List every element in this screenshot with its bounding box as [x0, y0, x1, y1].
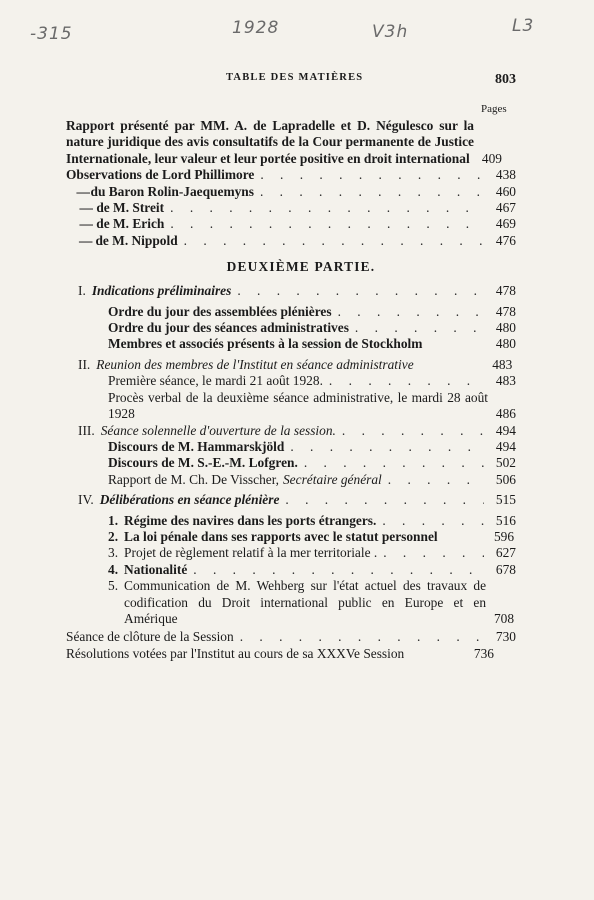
toc-entry-page: 469 — [495, 216, 516, 232]
handwritten-note-b: 1928 — [232, 18, 280, 38]
dot-leader — [388, 472, 484, 488]
toc-entry-observation[interactable] — [66, 233, 516, 249]
section-title: Reunion des membres de l'Institut en séance administrative — [96, 356, 414, 372]
toc-entry-closing[interactable] — [66, 629, 516, 645]
toc-entry-label: Communication de M. Wehberg sur l'état actuel des travaux de codification du Droit international public en Europe et en Amérique — [124, 578, 487, 626]
toc-entry-page: 480 — [495, 320, 516, 336]
toc-entry-label: La loi pénale dans ses rapports avec le statut personnel — [124, 528, 438, 544]
toc-entry-observations[interactable] — [66, 167, 516, 183]
page-number: 803 — [495, 72, 516, 87]
toc-entry[interactable] — [66, 529, 516, 545]
dot-leader — [260, 184, 484, 200]
toc-entry[interactable] — [66, 373, 516, 389]
part-heading: DEUXIÈME PARTIE. — [226, 259, 376, 275]
toc-section-2[interactable] — [66, 357, 516, 373]
toc-entry-label: Rapport présenté par MM. A. de Lapradelle et D. Négulesco sur la nature juridique des avis consultatifs de la Cour permanente de Justice Internationale, leur valeur et leur portée positive en droit international — [66, 118, 474, 166]
toc-entry-observation[interactable] — [66, 200, 516, 216]
pages-column-label: Pages — [481, 103, 507, 115]
toc-entry[interactable] — [66, 320, 516, 336]
dot-leader — [260, 167, 484, 183]
item-number: 1. — [108, 512, 119, 528]
toc-entry[interactable] — [66, 578, 516, 627]
toc-entry-page: 736 — [473, 645, 494, 661]
toc-entry-page: 478 — [495, 303, 516, 319]
toc-entry-label: Régime des navires dans les ports étrangers. — [124, 512, 377, 528]
toc-entry-page: 730 — [495, 629, 516, 645]
toc-entry-page: 480 — [495, 336, 516, 352]
dash-mark: — — [76, 183, 90, 199]
toc-entry-page: 460 — [495, 183, 516, 199]
toc-entry-resolutions[interactable] — [66, 646, 516, 662]
toc-entry-page: 486 — [495, 406, 516, 422]
handwritten-note-a: -315 — [30, 24, 73, 44]
toc-entry-page: 483 — [492, 356, 513, 372]
toc-entry-label: Nationalité — [124, 561, 188, 577]
toc-entry[interactable] — [66, 545, 516, 561]
toc-entry-page: 483 — [495, 373, 516, 389]
toc-entry-label: Membres et associés présents à la session de Stockholm — [108, 336, 423, 352]
dash-mark: — — [79, 200, 93, 216]
toc-entry-page: 502 — [495, 455, 516, 471]
item-number: 3. — [108, 545, 119, 561]
toc-entry-label: Discours de M. S.-E.-M. Lofgren. — [108, 455, 298, 471]
dot-leader — [355, 320, 484, 336]
toc-entry-page: 506 — [495, 471, 516, 487]
section-number: IV. — [78, 492, 94, 508]
toc-section-4[interactable] — [66, 492, 516, 508]
toc-entry-label-italic: Secrétaire général — [282, 471, 382, 487]
dot-leader — [240, 629, 484, 645]
toc-entry-label: Procès verbal de la deuxième séance administrative, le mardi 28 août 1928 — [108, 389, 488, 422]
toc-entry[interactable] — [66, 336, 516, 352]
dot-leader — [382, 513, 484, 529]
toc-entry[interactable] — [66, 390, 516, 423]
toc-entry-page: 515 — [495, 492, 516, 508]
item-number: 5. — [108, 578, 119, 594]
dot-leader — [193, 562, 484, 578]
dot-leader — [383, 545, 484, 561]
dash-mark: — — [79, 216, 93, 232]
toc-section-1[interactable] — [66, 283, 516, 299]
dot-leader — [170, 200, 484, 216]
dot-leader — [237, 283, 484, 299]
toc-entry-observation[interactable] — [66, 184, 516, 200]
section-number: II. — [78, 356, 91, 372]
dot-leader — [184, 233, 484, 249]
toc-entry-label: Rapport de M. Ch. De Visscher, — [108, 471, 279, 487]
toc-entry-label: de M. Streit — [96, 200, 165, 216]
section-number: I. — [78, 283, 86, 299]
section-title: Indications préliminaires — [91, 283, 232, 299]
toc-entry-label: Observations de Lord Phillimore — [66, 167, 255, 183]
dot-leader — [329, 373, 484, 389]
toc-entry-label: Ordre du jour des assemblées plénières — [108, 303, 332, 319]
toc-entry[interactable] — [66, 513, 516, 529]
toc-entry-label: du Baron Rolin-Jaequemyns — [90, 183, 254, 199]
toc-entry-label: Séance de clôture de la Session — [66, 629, 234, 645]
dot-leader — [290, 439, 484, 455]
toc-entry-page: 494 — [495, 422, 516, 438]
toc-entry-page: 494 — [495, 438, 516, 454]
toc-entry-label: Résolutions votées par l'Institut au cours de sa XXXVe Session — [66, 645, 405, 661]
toc-entry-page: 438 — [495, 167, 516, 183]
toc-entry-page: 627 — [495, 545, 516, 561]
section-title: Séance solennelle d'ouverture de la session. — [100, 422, 336, 438]
section-number: III. — [78, 422, 95, 438]
toc-entry-page: 708 — [493, 610, 515, 626]
section-title: Délibérations en séance plénière — [99, 492, 280, 508]
handwritten-note-d: L3 — [512, 16, 535, 36]
toc-entry-page: 478 — [495, 283, 516, 299]
toc-entry-label: Discours de M. Hammarskjöld — [108, 438, 285, 454]
toc-entry-page: 678 — [495, 561, 516, 577]
toc-entry[interactable] — [66, 304, 516, 320]
toc-entry[interactable] — [66, 562, 516, 578]
toc-entry-page: 409 — [481, 150, 502, 166]
toc-entry-label: Projet de règlement relatif à la mer territoriale . — [124, 545, 378, 561]
toc-section-3[interactable] — [66, 423, 516, 439]
toc-entry-page: 516 — [495, 512, 516, 528]
dash-mark: — — [79, 232, 93, 248]
item-number: 2. — [108, 528, 119, 544]
toc-entry-page: 476 — [495, 232, 516, 248]
dot-leader — [304, 455, 484, 471]
toc-entry-label: de M. Erich — [96, 216, 165, 232]
item-number: 4. — [108, 561, 119, 577]
toc-entry-label: Première séance, le mardi 21 août 1928. — [108, 373, 323, 389]
toc-entry[interactable] — [66, 472, 516, 488]
handwritten-note-c: V3h — [372, 22, 409, 42]
dot-leader — [342, 423, 484, 439]
toc-entry-label: de M. Nippold — [95, 232, 178, 248]
toc-entry-page: 467 — [495, 200, 516, 216]
running-head-title: TABLE DES MATIÈRES — [226, 72, 364, 83]
dot-leader — [285, 492, 484, 508]
toc-entry[interactable] — [66, 455, 516, 471]
dot-leader — [338, 304, 484, 320]
toc-entry-report[interactable] — [66, 118, 516, 167]
toc-entry-observation[interactable] — [66, 216, 516, 232]
toc-entry-page: 596 — [493, 528, 515, 544]
table-of-contents — [66, 118, 516, 662]
dot-leader — [170, 216, 484, 232]
toc-entry-label: Ordre du jour des séances administratives — [108, 320, 349, 336]
toc-entry[interactable] — [66, 439, 516, 455]
